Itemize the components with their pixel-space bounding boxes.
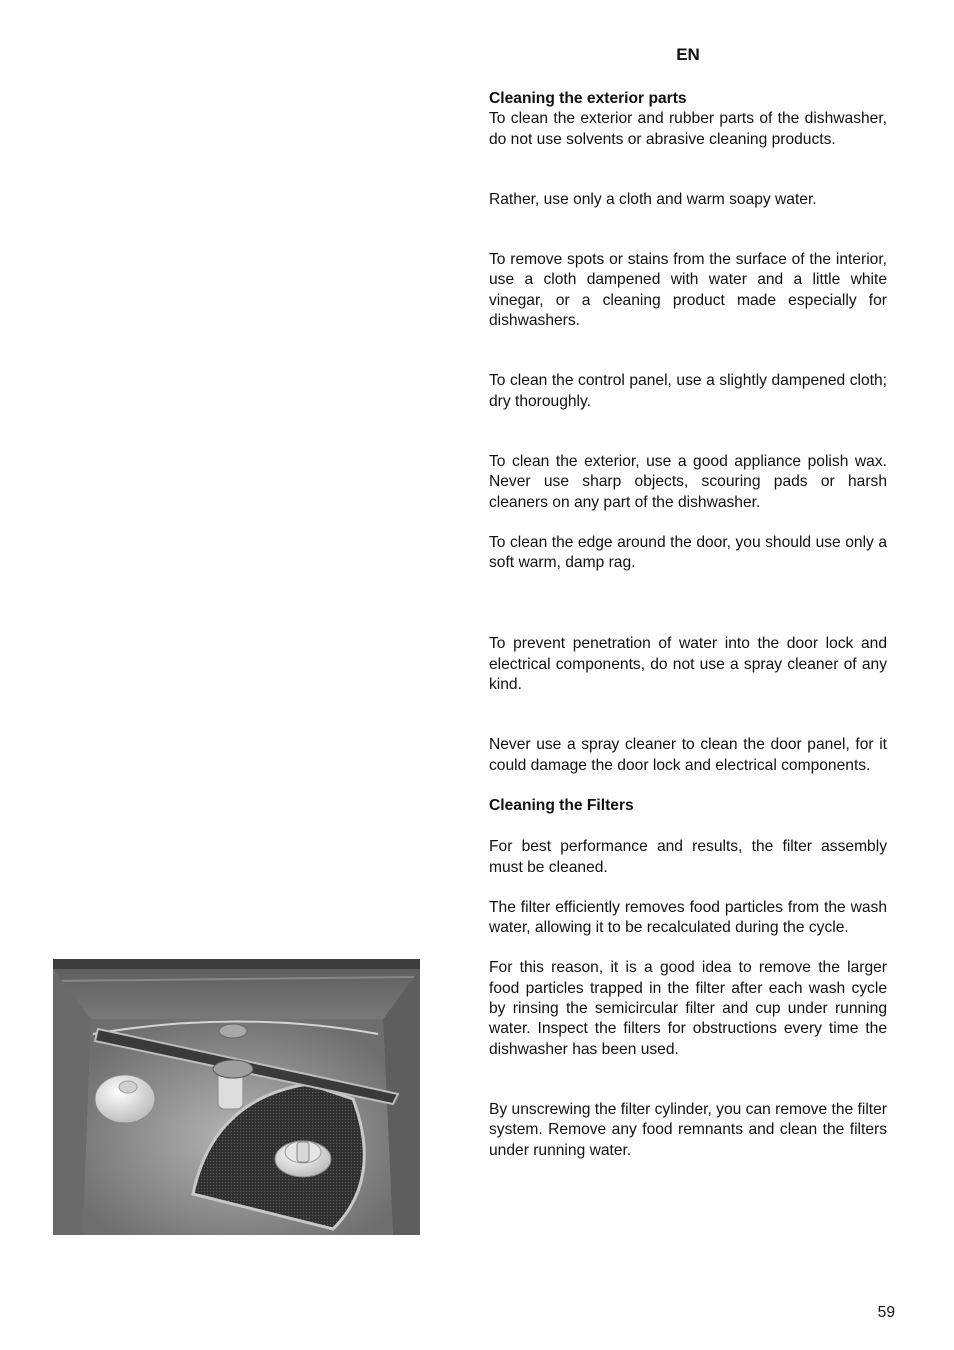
filters-heading: Cleaning the Filters xyxy=(489,796,634,814)
exterior-paragraph-1: To clean the exterior and rubber parts of the dishwasher, do not use solvents or abrasive cleaning products. xyxy=(489,110,887,148)
filters-paragraph-1: For best performance and results, the filter assembly must be cleaned. xyxy=(489,838,887,876)
exterior-paragraph-6: To clean the edge around the door, you should use only a soft warm, damp rag. xyxy=(489,533,887,572)
exterior-paragraph-7: To prevent penetration of water into the door lock and electrical components, do not use a spray cleaner of any kind. xyxy=(489,635,887,694)
exterior-paragraph-5: To clean the exterior, use a good appliance polish wax. Never use sharp objects, scouring pads or harsh cleaners on any part of the dishwasher. xyxy=(489,452,887,511)
exterior-paragraph-8: Never use a spray cleaner to clean the door panel, for it could damage the door lock and electrical components. xyxy=(489,736,887,774)
dishwasher-filter-photo xyxy=(53,959,420,1235)
filters-paragraph-3: For this reason, it is a good idea to remove the larger food particles trapped in the filter after each wash cycle by rinsing the semicircular filter and cup under running water. Inspect the filters for obstructions every time the dishwasher has been used. xyxy=(489,959,887,1058)
language-label: EN xyxy=(676,45,700,64)
exterior-paragraph-4: To clean the control panel, use a slightly dampened cloth; dry thoroughly. xyxy=(489,372,887,410)
text-column xyxy=(489,89,887,1161)
filters-paragraph-4: By unscrewing the filter cylinder, you can remove the filter system. Remove any food remnants and clean the filters under running water. xyxy=(489,1100,887,1159)
exterior-paragraph-3: To remove spots or stains from the surface of the interior, use a cloth dampened with water and a little white vinegar, or a cleaning product made especially for dishwashers. xyxy=(489,251,887,330)
filters-paragraph-2: The filter efficiently removes food particles from the wash water, allowing it to be recalculated during the cycle. xyxy=(489,898,887,937)
exterior-paragraph-2: Rather, use only a cloth and warm soapy water. xyxy=(489,190,817,208)
page-number: 59 xyxy=(877,1304,895,1321)
exterior-heading: Cleaning the exterior parts xyxy=(489,90,687,107)
